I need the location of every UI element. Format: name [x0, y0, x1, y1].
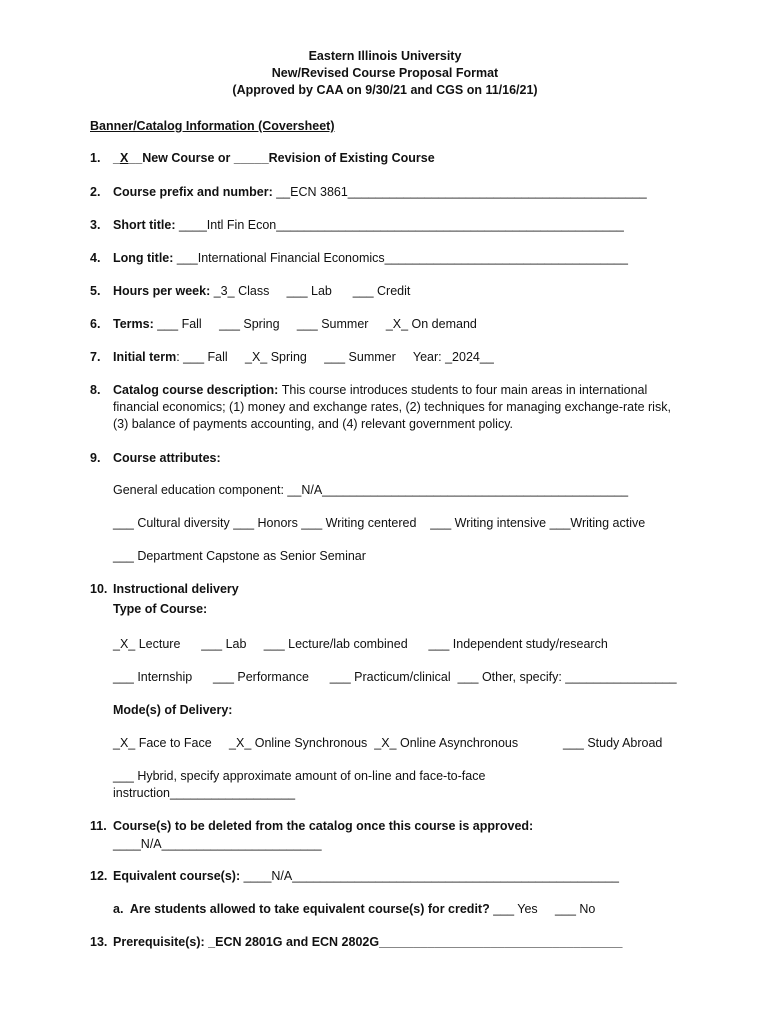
catalog-desc-line-2: financial economics; (1) money and exchange rates, (2) techniques for managing exchange-rate risk, — [113, 400, 671, 414]
short-title-label: Short title: — [113, 218, 179, 232]
hybrid-instruction-field[interactable]: instruction__________________ — [113, 786, 296, 800]
item-number: 5. — [90, 284, 101, 298]
course-prefix-field[interactable]: __ECN 3861___________________________________________ — [276, 185, 647, 199]
prerequisites-label: Prerequisite(s): — [113, 935, 209, 949]
prefix-underscore: _ — [113, 151, 120, 165]
long-title-field[interactable]: ___International Financial Economics___________________________________ — [176, 251, 628, 265]
item-number: 8. — [90, 383, 101, 397]
item-number: 11. — [90, 819, 107, 833]
deleted-courses-field[interactable]: ____N/A_______________________ — [113, 837, 322, 851]
equivalent-courses-label: Equivalent course(s): — [113, 869, 244, 883]
equivalent-credit-line — [113, 901, 595, 917]
section-title: Banner/Catalog Information (Coversheet) — [90, 119, 335, 133]
hours-line — [113, 283, 410, 299]
catalog-desc-label: Catalog course description: — [113, 383, 282, 397]
course-type-options-a[interactable]: _X_ Lecture ___ Lab ___ Lecture/lab combined ___ Independent study/research — [113, 637, 608, 651]
equivalent-courses-line — [113, 868, 619, 884]
item-number: 1. — [90, 151, 101, 165]
terms-line — [113, 316, 477, 332]
type-of-course-label: Type of Course: — [113, 602, 208, 616]
form-title: New/Revised Course Proposal Format — [271, 66, 499, 80]
hybrid-option[interactable]: ___ Hybrid, specify approximate amount of on-line and face-to-face — [113, 769, 486, 783]
course-prefix-line — [113, 184, 647, 200]
capstone-option[interactable]: ___ Department Capstone as Senior Seminar — [113, 549, 366, 563]
delivery-mode-label: Mode(s) of Delivery: — [113, 703, 233, 717]
course-type-options-b[interactable]: ___ Internship ___ Performance ___ Practicum/clinical ___ Other, specify: ________________ — [113, 670, 677, 684]
long-title-line — [113, 250, 628, 266]
hours-label: Hours per week: — [113, 284, 214, 298]
initial-term-label: Initial term — [113, 350, 177, 364]
item-number: 7. — [90, 350, 101, 364]
equivalent-credit-question: a. Are students allowed to take equivalent course(s) for credit? — [113, 902, 490, 916]
prerequisites-field[interactable]: _ECN 2801G and ECN 2802G___________________________________ — [208, 935, 623, 949]
initial-term-line — [113, 349, 494, 365]
equivalent-credit-options[interactable]: ___ Yes ___ No — [489, 902, 596, 916]
short-title-line — [113, 217, 624, 233]
study-abroad-option[interactable]: ___ Study Abroad — [563, 736, 663, 750]
long-title-label: Long title: — [113, 251, 177, 265]
course-attributes-label: Course attributes: — [113, 451, 221, 465]
hours-field[interactable]: _3_ Class ___ Lab ___ Credit — [213, 284, 411, 298]
new-course-line — [113, 150, 435, 166]
prerequisites-line — [113, 934, 622, 950]
attributes-options[interactable]: ___ Cultural diversity ___ Honors ___ Writing centered ___ Writing intensive ___Writing active — [113, 516, 646, 530]
catalog-desc-line-3: (3) balance of payments accounting, and (4) relevant government policy. — [113, 417, 513, 431]
terms-label: Terms: — [113, 317, 158, 331]
gen-ed-field[interactable]: General education component: __N/A____________________________________________ — [113, 483, 629, 497]
delivery-mode-options[interactable]: _X_ Face to Face _X_ Online Synchronous _X_ Online Asynchronous — [113, 736, 519, 750]
item-number: 12. — [90, 869, 108, 883]
item-number: 4. — [90, 251, 101, 265]
item-number: 6. — [90, 317, 101, 331]
university-name: Eastern Illinois University — [308, 49, 462, 63]
approval-note: (Approved by CAA on 9/30/21 and CGS on 11/16/21) — [232, 83, 538, 97]
instructional-delivery-label: Instructional delivery — [113, 582, 239, 596]
deleted-courses-label: Course(s) to be deleted from the catalog once this course is approved: — [113, 819, 534, 833]
course-prefix-label: Course prefix and number: — [113, 185, 277, 199]
new-course-mark[interactable]: X — [119, 151, 129, 165]
initial-term-field[interactable]: : ___ Fall _X_ Spring ___ Summer Year: _2024__ — [176, 350, 494, 364]
item-number: 9. — [90, 451, 101, 465]
item-number: 13. — [90, 935, 108, 949]
new-course-text: __New Course or _____Revision of Existing Course — [128, 151, 435, 165]
item-number: 10. — [90, 582, 108, 596]
short-title-field[interactable]: ____Intl Fin Econ__________________________________________________ — [178, 218, 624, 232]
catalog-desc-line-1 — [113, 382, 647, 398]
catalog-desc-text: This course introduces students to four main areas in international — [281, 383, 648, 397]
item-number: 3. — [90, 218, 101, 232]
item-number: 2. — [90, 185, 101, 199]
equivalent-courses-field[interactable]: ____N/A_______________________________________________ — [243, 869, 619, 883]
terms-field[interactable]: ___ Fall ___ Spring ___ Summer _X_ On demand — [157, 317, 477, 331]
